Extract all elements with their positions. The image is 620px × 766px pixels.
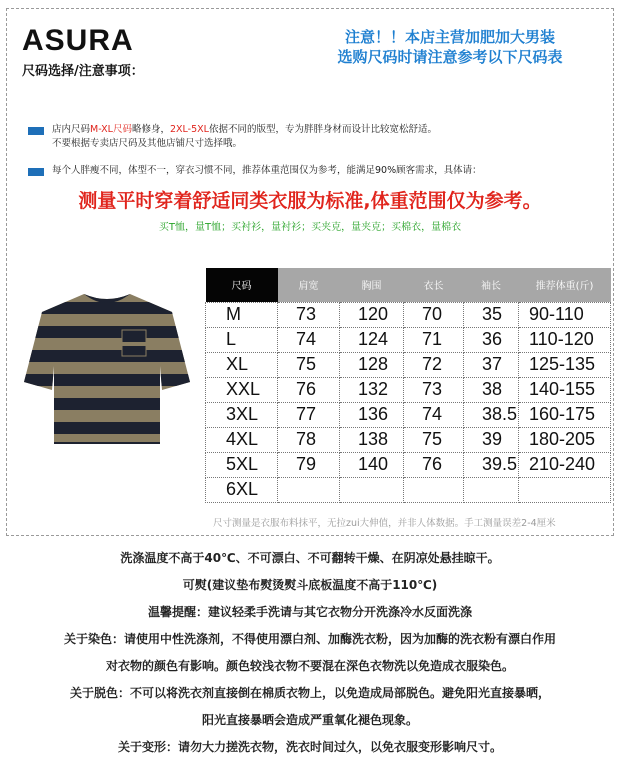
size-chart-table (205, 268, 611, 503)
table-row (206, 427, 611, 452)
table-cell: XL (206, 352, 278, 377)
table-row (206, 352, 611, 377)
care-line: 阳光直接暴晒会造成严重氧化褪色现象。 (201, 713, 418, 727)
table-cell: 124 (340, 327, 404, 352)
measurement-footnote: 尺寸测量是衣服布料抹平，无拉zui大伸值，并非人体数据。手工测量误差2-4厘米 (213, 518, 556, 529)
care-line: 关于染色：请使用中性洗涤剂，不得使用漂白剂、加酶洗衣粉，因为加酶的洗衣粉有漂白作用 (63, 632, 556, 646)
table-cell: 72 (404, 352, 464, 377)
care-line: 洗涤温度不高于40℃、不可漂白、不可翻转干燥、在阴凉处悬挂晾干。 (120, 551, 500, 565)
table-cell: 160-175 (519, 402, 611, 427)
size-info-rest: 依据不同的版型，专为胖胖身材而设计比较宽松舒适。 (208, 124, 437, 135)
table-cell: 38.5 (464, 402, 519, 427)
page-subtitle: 尺码选择/注意事项： (22, 64, 144, 79)
table-cell: 37 (464, 352, 519, 377)
table-cell: 39.5 (464, 452, 519, 477)
table-row (206, 302, 611, 327)
size-info-red-1: M-XL尺码 (90, 124, 132, 135)
weight-info-paragraph: 每个人胖瘦不同，体型不一，穿衣习惯不同，推荐体重范围仅为参考，能满足90%顾客需求，具体请： (52, 165, 482, 176)
table-cell (464, 477, 519, 502)
care-line: 温馨提醒：建议轻柔手洗请与其它衣物分开洗涤冷水反面洗涤 (147, 605, 472, 619)
size-info-mid: 略修身， (131, 124, 170, 135)
table-cell: 76 (404, 452, 464, 477)
table-header-chest: 胸围 (340, 268, 404, 302)
table-cell: 73 (278, 302, 340, 327)
table-cell: 75 (404, 427, 464, 452)
measure-tip: 买T恤，量T恤；买衬衫，量衬衫；买夹克，量夹克；买棉衣，量棉衣 (158, 222, 462, 233)
table-cell: L (206, 327, 278, 352)
table-cell: 128 (340, 352, 404, 377)
table-cell: 38 (464, 377, 519, 402)
care-line: 关于变形：请勿大力搓洗衣物，洗衣时间过久，以免衣服变形影响尺寸。 (117, 740, 502, 754)
care-line: 对衣物的颜色有影响。颜色较浅衣物不要混在深色衣物洗以免造成衣服染色。 (105, 659, 514, 673)
table-cell: 74 (404, 402, 464, 427)
table-cell: 110-120 (519, 327, 611, 352)
size-info-line-2: 不要根据专卖店尺码及其他店铺尺寸选择哦。 (52, 138, 243, 149)
table-cell: 5XL (206, 452, 278, 477)
table-cell: 70 (404, 302, 464, 327)
table-header-sleeve: 袖长 (464, 268, 519, 302)
table-cell: 4XL (206, 427, 278, 452)
table-cell: 136 (340, 402, 404, 427)
table-header-shoulder: 肩宽 (278, 268, 340, 302)
table-cell: M (206, 302, 278, 327)
measure-notice: 测量平时穿着舒适同类衣服为标准,体重范围仅为参考。 (78, 190, 542, 212)
care-line: 关于脱色：不可以将洗衣剂直接倒在棉质衣物上，以免造成局部脱色。避免阳光直接暴晒， (69, 686, 550, 700)
table-row (206, 377, 611, 402)
table-cell: 90-110 (519, 302, 611, 327)
size-info-prefix: 店内尺码 (52, 124, 91, 135)
table-cell: 120 (340, 302, 404, 327)
brand-logo: ASURA (22, 24, 134, 57)
table-cell (519, 477, 611, 502)
table-header-length: 衣长 (404, 268, 464, 302)
table-cell: 140-155 (519, 377, 611, 402)
table-cell (404, 477, 464, 502)
notice-line-2: 选购尺码时请注意参考以下尺码表 (337, 48, 563, 66)
table-cell: 73 (404, 377, 464, 402)
bullet-square-icon (28, 127, 44, 135)
table-cell: 138 (340, 427, 404, 452)
care-line: 可熨(建议垫布熨烫熨斗底板温度不高于110℃) (182, 578, 438, 592)
table-cell: 76 (278, 377, 340, 402)
table-cell: 39 (464, 427, 519, 452)
table-cell: 79 (278, 452, 340, 477)
table-cell: 6XL (206, 477, 278, 502)
table-cell: 140 (340, 452, 404, 477)
table-cell: 35 (464, 302, 519, 327)
table-cell: 78 (278, 427, 340, 452)
table-row (206, 327, 611, 352)
notice-line-1: 注意！！本店主营加肥加大男装 (344, 28, 555, 46)
table-header-size: 尺码 (206, 268, 278, 302)
table-cell (340, 477, 404, 502)
table-header-row (206, 268, 611, 302)
bullet-square-icon (28, 168, 44, 176)
table-cell: 210-240 (519, 452, 611, 477)
table-cell: 132 (340, 377, 404, 402)
table-cell: XXL (206, 377, 278, 402)
size-info-paragraph (52, 123, 437, 151)
table-cell: 36 (464, 327, 519, 352)
table-cell: 71 (404, 327, 464, 352)
table-cell: 74 (278, 327, 340, 352)
table-cell: 125-135 (519, 352, 611, 377)
striped-tshirt-icon (22, 290, 192, 450)
table-cell (278, 477, 340, 502)
table-header-weight: 推荐体重(斤) (519, 268, 611, 302)
table-row (206, 452, 611, 477)
table-row (206, 477, 611, 502)
table-cell: 75 (278, 352, 340, 377)
table-cell: 180-205 (519, 427, 611, 452)
table-cell: 3XL (206, 402, 278, 427)
table-row (206, 402, 611, 427)
size-info-red-2: 2XL-5XL (169, 124, 209, 135)
table-cell: 77 (278, 402, 340, 427)
